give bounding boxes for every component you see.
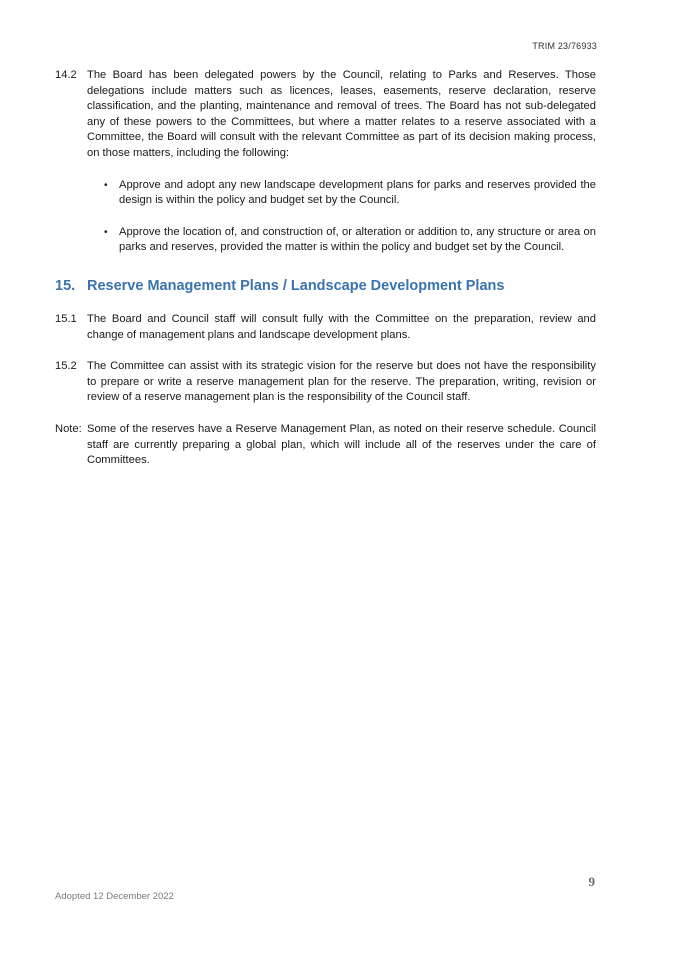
paragraph-15-2 bbox=[55, 359, 596, 406]
list-item bbox=[55, 225, 596, 256]
bullet-icon: • bbox=[104, 226, 108, 238]
paragraph-number: 15.1 bbox=[55, 312, 77, 325]
paragraph-text: The Board and Council staff will consult fully with the Committee on the preparation, review and change of management plans and landscape development plans. bbox=[87, 312, 596, 341]
bullet-icon: • bbox=[104, 179, 108, 191]
paragraph-number: 14.2 bbox=[55, 69, 77, 81]
paragraph-number: 15.2 bbox=[55, 360, 77, 373]
document-body bbox=[55, 68, 596, 480]
section-number: 15. bbox=[55, 277, 76, 294]
page-number: 9 bbox=[588, 874, 595, 889]
list-item-text: Approve the location of, and construction of, or alteration or addition to, any structure or area on parks and reserves, provided the matter is within the policy and budget set by the Council. bbox=[119, 225, 596, 254]
delegation-bullet-list bbox=[55, 178, 596, 256]
paragraph-text: The Committee can assist with its strategic vision for the reserve but does not have the responsibility to prepare or write a reserve management plan for the reserve. The preparation, writing, revision or review of a reserve management plan is the responsibility of the Council staff. bbox=[87, 360, 596, 404]
section-title: Reserve Management Plans / Landscape Development Plans bbox=[87, 277, 505, 294]
note-text: Some of the reserves have a Reserve Management Plan, as noted on their reserve schedule. Council staff are currently preparing a global plan, which will include all of the reserves under the care of Committees. bbox=[87, 422, 596, 467]
paragraph-15-1 bbox=[55, 312, 596, 343]
document-reference: TRIM 23/76933 bbox=[532, 41, 597, 51]
paragraph-14-2 bbox=[55, 68, 596, 162]
section-heading-15 bbox=[55, 276, 596, 296]
list-item-text: Approve and adopt any new landscape development plans for parks and reserves provided the design is within the policy and budget set by the Council. bbox=[119, 178, 596, 207]
paragraph-text: The Board has been delegated powers by the Council, relating to Parks and Reserves. Those delegations include matters such as licences, leases, easements, reserve declaration, reserve classification, and the planting, maintenance and removal of trees. The Board has not sub-delegated any of these powers to the Committees, but where a matter relates to a reserve associated with a Committee, the Board will consult with the relevant Committee as part of its decision making process, on those matters, including the following: bbox=[87, 69, 596, 159]
note-label: Note: bbox=[55, 422, 82, 435]
note-paragraph bbox=[55, 422, 596, 469]
list-item bbox=[55, 178, 596, 209]
adoption-date-footer: Adopted 12 December 2022 bbox=[55, 891, 174, 902]
